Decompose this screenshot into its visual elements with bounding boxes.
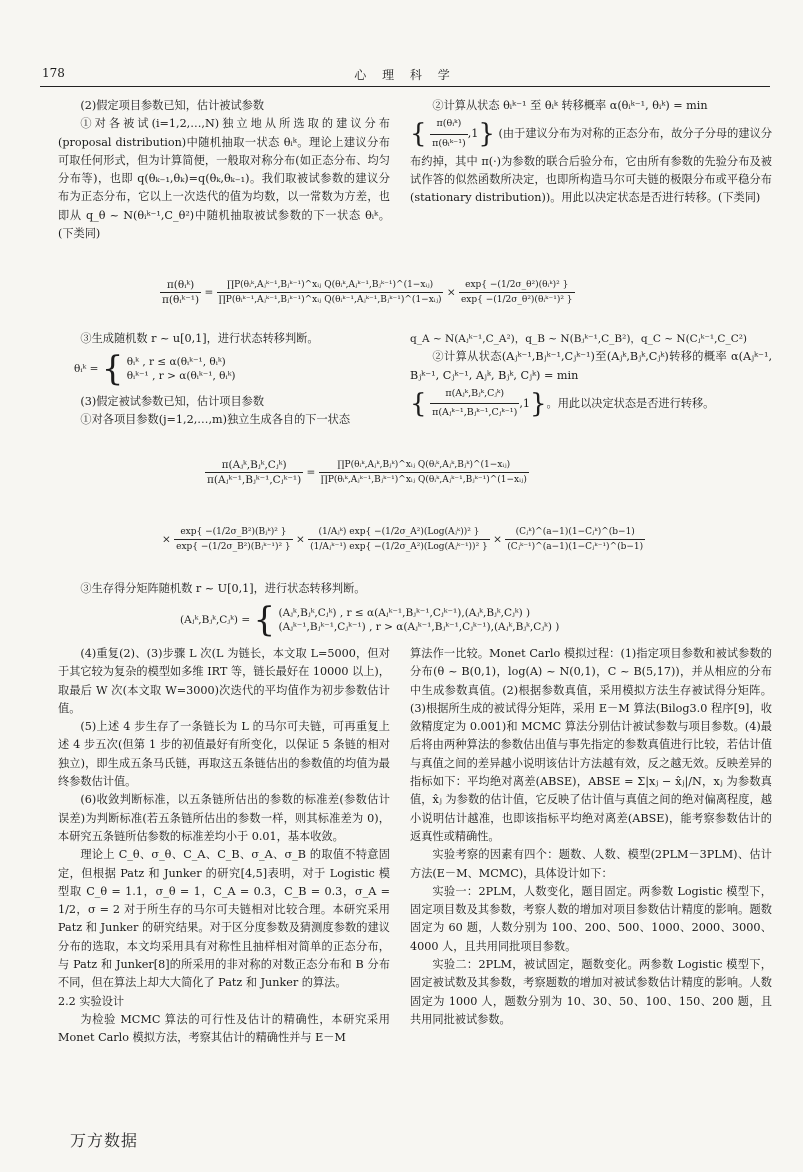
min-fraction-2: $\frac{\text{π(Aⱼᵏ,Bⱼᵏ,Cⱼᵏ)}}{\text{π(Aⱼᵏ⁻¹,Bⱼᵏ⁻¹,Cⱼᵏ⁻¹)}}$ (430, 385, 519, 423)
likelihood-fraction: $\frac{\text{∏P(θᵢᵏ,Aⱼᵏ⁻¹,Bⱼᵏ⁻¹)\textasciicircum{}xᵢⱼ Q(θᵢᵏ,Aⱼᵏ⁻¹,Bⱼᵏ⁻¹)\textasciicircum{}(1−xᵢⱼ)}}{\text{∏P(θᵢᵏ⁻¹,Aⱼᵏ⁻¹,Bⱼᵏ⁻¹)\textasciicircum{}xᵢⱼ Q(θᵢᵏ⁻¹,Aⱼᵏ⁻¹,Bⱼᵏ⁻¹)\textasciicircum{}(1−xᵢⱼ)}}$ (218, 280, 442, 305)
paragraph: ①对各被试(i=1,2,…,N)独立地从所选取的建议分布(proposal distribution)中随机抽取一状态 θᵢᵏ。理论上建议分布可取任何形式，但为计算简便，一般取对称分布(如正态分布、均匀分布等)，也即 q(θₖ₋₁,θₖ)=q(θₖ,θₖ₋₁)。我们取被试参数的建议分布为正态分布，它以上一次迭代的值为均数，以一常数为方差，也即从 q_θ ~ N(θᵢᵏ⁻¹,C_θ²)中随机抽取被试参数的下一状态 θᵢᵏ。(下类同) (58, 117, 390, 241)
paragraph: ②计算从状态 θᵢᵏ⁻¹ 至 θᵢᵏ 转移概率 α(θᵢᵏ⁻¹, θᵢᵏ) = min (432, 99, 708, 112)
paragraph: (5)上述 4 步生存了一条链长为 L 的马尔可夫链，可再重复上述 4 步五次(但第 1 步的初值最好有所变化，以保证 5 条链的相对独立)，即生成五条马氏链，再取这五条链估出的参数值的均值为最终参数估计值。 (58, 720, 390, 789)
paragraph: ②计算从状态(Aⱼᵏ⁻¹,Bⱼᵏ⁻¹,Cⱼᵏ⁻¹)至(Aⱼᵏ,Bⱼᵏ,Cⱼᵏ)转移的概率 α(Aⱼᵏ⁻¹, Bⱼᵏ⁻¹, Cⱼᵏ⁻¹, Aⱼᵏ, Bⱼᵏ, Cⱼᵏ) = min (410, 350, 772, 382)
paragraph: 实验一：2PLM，人数变化，题目固定。两参数 Logistic 模型下，固定项目数及其参数，考察人数的增加对项目参数估计精度的影响。题数固定为 60 题，人数分别为 100、200、500、1000、2000、3000、4000 人，且共用同批项目参数。 (410, 884, 772, 953)
paragraph: ①对各项目参数(j=1,2,…,m)独立生成各自的下一状态 (80, 413, 351, 427)
journal-title: 心 理 科 学 (354, 68, 456, 82)
paragraph: { $\frac{\text{π(Aⱼᵏ,Bⱼᵏ,Cⱼᵏ)}}{\text{π(Aⱼᵏ⁻¹,Bⱼᵏ⁻¹,Cⱼᵏ⁻¹)}}$ ,1}。用此以决定状态是否进行转移。 (410, 385, 772, 423)
paragraph: 为检验 MCMC 算法的可行性及估计的精确性，本研究采用 Monet Carlo 模拟方法，考察其估计的精确性并与 E－M (58, 1012, 390, 1045)
paragraph: ③生成随机数 r ~ u[0,1]，进行状态转移判断。 (80, 332, 319, 345)
right-column-bottom (410, 645, 772, 1029)
page-number: 178 (42, 66, 65, 80)
left-column-top (58, 97, 390, 243)
section-heading: 2.2 实验设计 (58, 994, 125, 1008)
wanfang-data-watermark: 万方数据 (70, 1131, 139, 1150)
min-fraction: $\frac{\text{π(θᵢᵏ)}}{\text{π(θᵢᵏ⁻¹)}}$ (430, 115, 468, 153)
right-column-mid (410, 330, 772, 422)
formula-item-priors: × $\frac{\text{exp\{ −(1/2σ\_B²)(Bⱼᵏ)² \}}}{\text{exp\{ −(1/2σ\_B²)(Bⱼᵏ⁻¹)² \}}}$ × $\frac{\text{(1/Aⱼᵏ) exp\{ −(1/2σ\_A²)(Log(Aⱼᵏ))² \}}}{\text{(1/Aⱼᵏ⁻¹) exp\{ −(1/2σ\_A²)(Log(Aⱼᵏ⁻¹))² \}}}$ × $\frac{\text{(Cⱼᵏ)\textasciicircum{}(a−1)(1−Cⱼᵏ)\textasciicircum{}(b−1)}}{\text{(Cⱼᵏ⁻¹)\textasciicircum{}(a−1)(1−Cⱼᵏ⁻¹)\textasciicircum{}(b−1)}}$ (162, 527, 644, 552)
formula-item-ratio: $\frac{\text{π(Aⱼᵏ,Bⱼᵏ,Cⱼᵏ)}}{\text{π(Aⱼᵏ⁻¹,Bⱼᵏ⁻¹,Cⱼᵏ⁻¹)}}$ = $\frac{\text{∏P(θᵢᵏ,Aⱼᵏ,Bⱼᵏ)\textasciicircum{}xᵢⱼ Q(θᵢᵏ,Aⱼᵏ,Bⱼᵏ)\textasciicircum{}(1−xᵢⱼ)}}{\text{∏P(θᵢᵏ,Aⱼᵏ⁻¹,Bⱼᵏ⁻¹)\textasciicircum{}xᵢⱼ Q(θᵢᵏ,Aⱼᵏ⁻¹,Bⱼᵏ⁻¹)\textasciicircum{}(1−xᵢⱼ)}}$ (207, 459, 527, 486)
formula-abc-update: (Aⱼᵏ,Bⱼᵏ,Cⱼᵏ) = { (Aⱼᵏ,Bⱼᵏ,Cⱼᵏ) , r ≤ α(Aⱼᵏ⁻¹,Bⱼᵏ⁻¹,Cⱼᵏ⁻¹),(Aⱼᵏ,Bⱼᵏ,Cⱼᵏ) ) (Aⱼᵏ⁻¹,Bⱼᵏ⁻¹,Cⱼᵏ⁻¹) , r > α(Aⱼᵏ⁻¹,Bⱼᵏ⁻¹,Cⱼᵏ⁻¹),(Aⱼᵏ,Bⱼᵏ,Cⱼᵏ) ) (180, 600, 560, 640)
left-column-mid2 (58, 393, 398, 430)
paragraph: (4)重复(2)、(3)步骤 L 次(L 为链长，本文取 L=5000，但对于其它较为复杂的模型如多维 IRT 等，链长最好在 10000 以上)，取最后 W 次(本文取 W=3000)次迭代的平均值作为初步参数估计值。 (58, 647, 390, 715)
step3-item (58, 580, 758, 598)
brace-close: } (478, 119, 495, 150)
paragraph: 算法作一比较。Monet Carlo 模拟过程：(1)指定项目参数和被试参数的分布(θ ~ B(0,1)，log(A) ~ N(0,1)，C ~ B(5,17))，并从相应的分布中生成参数真值。(2)根据参数真值，采用模拟方法生存被试得分矩阵。(3)根据所生成的被试得分矩阵，采用 E－M 算法(Bilog3.0 程序[9]，收敛精度定为 0.001)和 MCMC 算法分别估计被试参数与项目参数。(4)最后将由两种算法的参数估出值与事先指定的参数真值进行比较，若估计值与真值之间的差异越小说明该估计方法越有效，反之越无效。反映差异的指标如下：平均绝对离差(ABSE)，ABSE = Σ|xⱼ − x̂ⱼ|/N，xⱼ 为参数真值，x̂ⱼ 为参数的估计值，它反映了估计值与真值之间的绝对偏离程度，越小说明估计越准，也即该指标平均绝对离差(ABSE)，能考察参数估计的返真性或精确性。 (410, 647, 772, 843)
lhs-fraction: $\frac{\text{π(θᵢᵏ)}}{\text{π(θᵢᵏ⁻¹)}}$ (162, 279, 200, 306)
subsection-heading: (2)假定项目参数已知，估计被试参数 (80, 99, 265, 112)
right-column-top (410, 97, 772, 208)
prior-fraction: $\frac{\text{exp\{ −(1/2σ\_θ²)(θᵢᵏ)² \}}}{\text{exp\{ −(1/2σ\_θ²)(θᵢᵏ⁻¹)² \}}}$ (460, 280, 573, 305)
left-column-mid (58, 330, 398, 348)
paragraph: 实验考察的因素有四个：题数、人数、模型(2PLM－3PLM)、估计方法(E－M、MCMC)，具体设计如下： (410, 848, 772, 880)
paragraph: (6)收敛判断标准，以五条链所估出的参数的标准差(参数估计误差)为判断标准(若五条链所估出的参数一样，则其标准差为 0)，本研究五条链所估参数的标准差均小于 0.01，基本收敛。 (58, 793, 390, 843)
paragraph: 理论上 C_θ、σ_θ、C_A、C_B、σ_A、σ_B 的取值不特意固定，但根据 Patz 和 Junker 的研究[4,5]表明，对于 Logistic 模型取 C_θ = 1.1，σ_θ = 1，C_A = 0.3，C_B = 0.3，σ_A = 1/2，σ = 2 对于所生存的马尔可夫链相对比较合理。本研究采用 Patz 和 Junker 的研究结果。对于区分度参数及猜测度参数的建议分布的选取，本文均采用具有对称性且抽样相对简单的正态分布，与 Patz 和 Junker[8]的所采用的非对称的对数正态分布和 B 分布不同，但在算法上却大大简化了 Patz 和 Junker 的算法。 (58, 848, 390, 990)
left-column-bottom (58, 645, 390, 1048)
formula-theta-ratio: $\frac{\text{π(θᵢᵏ)}}{\text{π(θᵢᵏ⁻¹)}}$ = $\frac{\text{∏P(θᵢᵏ,Aⱼᵏ⁻¹,Bⱼᵏ⁻¹)\textasciicircum{}xᵢⱼ Q(θᵢᵏ,Aⱼᵏ⁻¹,Bⱼᵏ⁻¹)\textasciicircum{}(1−xᵢⱼ)}}{\text{∏P(θᵢᵏ⁻¹,Aⱼᵏ⁻¹,Bⱼᵏ⁻¹)\textasciicircum{}xᵢⱼ Q(θᵢᵏ⁻¹,Aⱼᵏ⁻¹,Bⱼᵏ⁻¹)\textasciicircum{}(1−xᵢⱼ)}}$ × $\frac{\text{exp\{ −(1/2σ\_θ²)(θᵢᵏ)² \}}}{\text{exp\{ −(1/2σ\_θ²)(θᵢᵏ⁻¹)² \}}}$ (162, 279, 573, 306)
paragraph: ③生存得分矩阵随机数 r ~ U[0,1]，进行状态转移判断。 (80, 582, 366, 595)
paragraph: 实验二：2PLM，被试固定，题数变化。两参数 Logistic 模型下，固定被试数及其参数，考察题数的增加对被试参数估计精度的影响。人数固定为 1000 人，题数分别为 10、30、50、100、150、200 题，且共用同批被试参数。 (410, 958, 772, 1026)
running-header (40, 64, 770, 87)
formula-theta-update: θᵢᵏ = { θᵢᵏ , r ≤ α(θᵢᵏ⁻¹, θᵢᵏ) θᵢᵏ⁻¹ , r > α(θᵢᵏ⁻¹, θᵢᵏ) (74, 349, 236, 389)
proposal-distributions: q_A ~ N(Aⱼᵏ⁻¹,C_A²)，q_B ~ N(Bⱼᵏ⁻¹,C_B²)，q_C ~ N(Cⱼᵏ⁻¹,C_C²) (410, 333, 748, 345)
subsection-heading: (3)假定被试参数已知，估计项目参数 (80, 395, 265, 408)
brace-open: { (410, 119, 427, 150)
paragraph: { $\frac{\text{π(θᵢᵏ)}}{\text{π(θᵢᵏ⁻¹)}}$ ,1} (由于建议分布为对称的正态分布，故分子分母的建议分布约掉，其中 π(·)为参数的联合后验分布，它由所有参数的先验分布及被试作答的似然函数所决定，也即所构造马尔可夫链的极限分布或平稳分布(stationary distribution))。用此以决定状态是否进行转移。(下类同) (410, 115, 772, 207)
